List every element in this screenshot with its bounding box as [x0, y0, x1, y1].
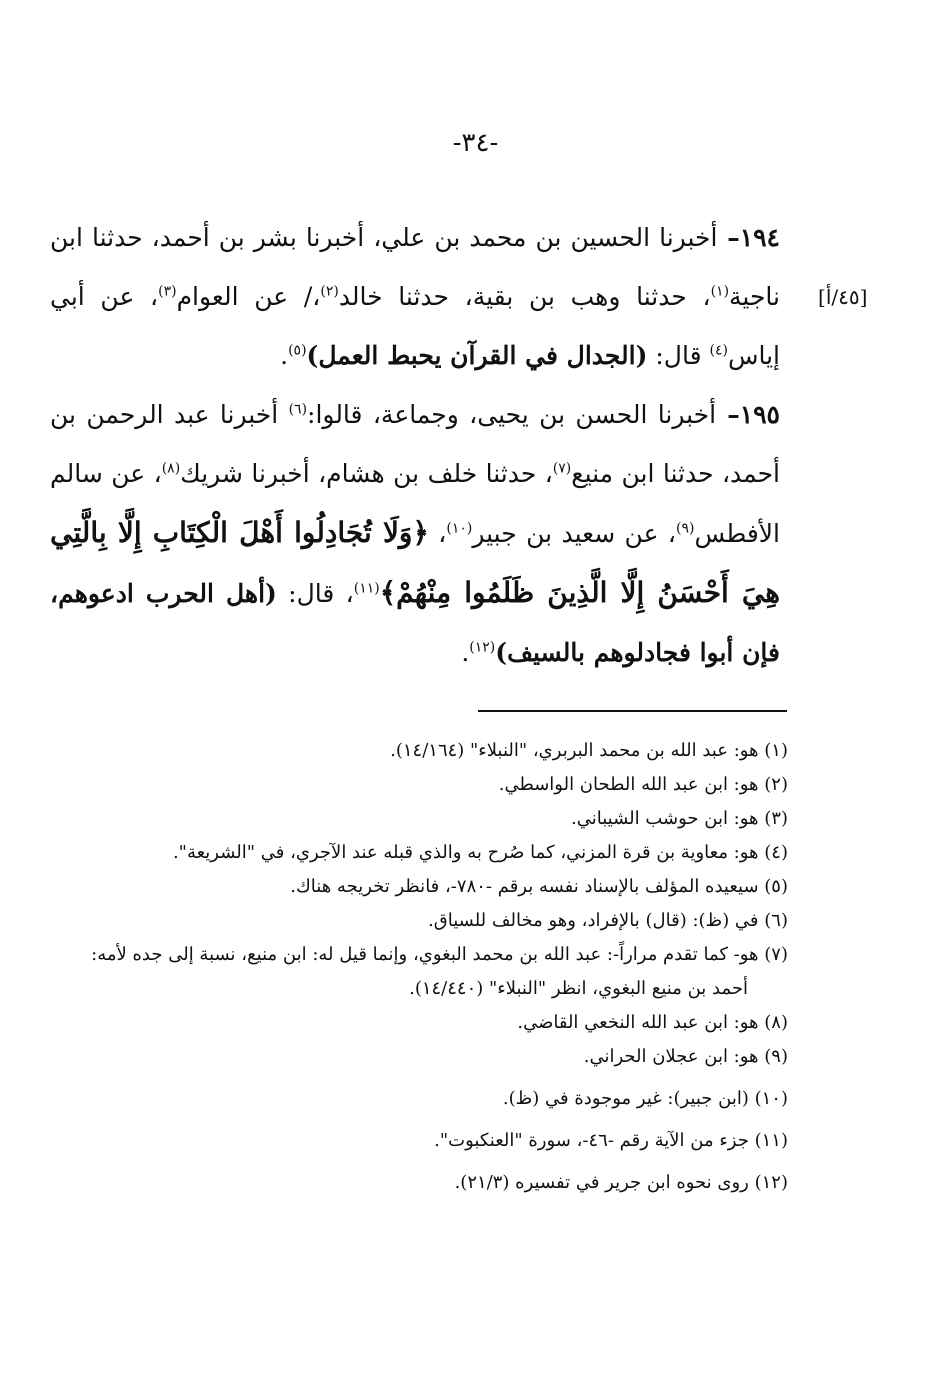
footnote: (١٢) روى نحوه ابن جرير في تفسيره (٢١/٣).	[454, 1172, 788, 1193]
isnad-text: ، عن أبي إياس	[50, 282, 780, 370]
hadith-dash: –	[716, 400, 740, 429]
footnote: (٣) هو: ابن حوشب الشيباني.	[571, 808, 788, 829]
footnote-ref: (٨)	[161, 460, 181, 477]
footnote-ref: (١٢)	[469, 639, 496, 656]
footnote-separator	[478, 710, 787, 712]
isnad-text: قال:	[647, 341, 710, 370]
isnad-text: ، قال:	[276, 579, 354, 608]
footnote: (٥) سيعيده المؤلف بالإسناد نفسه برقم -٧٨٠-، فانظر تخريجه هناك.	[290, 876, 788, 897]
isnad-text: ، عن سعيد بن جبير	[472, 519, 676, 548]
hadith-dash: –	[717, 223, 740, 252]
isnad-text: ،	[428, 519, 447, 548]
isnad-text: ، عن سالم الأفطس	[50, 459, 780, 548]
hadith-number: ١٩٤	[739, 223, 780, 252]
sentence-end: .	[461, 638, 470, 667]
footnote-ref: (٣)	[158, 283, 177, 300]
footnote-ref: (٥)	[288, 342, 307, 359]
footnote: (٨) هو: ابن عبد الله النخعي القاضي.	[517, 1012, 788, 1033]
hadith-195	[50, 385, 780, 682]
isnad-text: أخبرنا عبد الرحمن بن أحمد، حدثنا ابن منيع	[50, 400, 780, 488]
footnote: (١) هو: عبد الله بن محمد البربري، "النبلاء" (١٤/١٦٤).	[390, 740, 788, 761]
main-text	[50, 208, 780, 682]
footnote-ref: (١٠)	[446, 520, 473, 537]
sentence-end: .	[280, 341, 289, 370]
footnote-ref: (١١)	[353, 580, 380, 597]
footnote-ref: (٢)	[320, 283, 339, 300]
hadith-194	[50, 208, 780, 385]
isnad-text: ، حدثنا وهب بن بقية، حدثنا خالد	[338, 282, 711, 311]
isnad-text: ، حدثنا خلف بن هشام، أخبرنا شريك	[180, 459, 553, 488]
footnotes	[50, 734, 788, 1200]
page-number: -٣٤-	[452, 128, 499, 158]
footnote: (١٠) (ابن جبير): غير موجودة في (ظ).	[502, 1088, 788, 1109]
footnote-continuation: أحمد بن منيع البغوي، انظر "النبلاء" (١٤/٤٤٠).	[409, 978, 748, 999]
footnote: (٩) هو: ابن عجلان الحراني.	[583, 1046, 788, 1067]
footnote: (٤) هو: معاوية بن قرة المزني، كما صُرح به والذي قبله عند الآجري، في "الشريعة".	[172, 842, 788, 863]
footnote-ref: (٤)	[709, 342, 728, 359]
hadith-number: ١٩٥	[739, 400, 780, 429]
isnad-text: أخبرنا الحسين بن محمد بن علي، أخبرنا بشر بن أحمد، حدثنا ابن ناجية	[50, 223, 781, 311]
narration-quote: (الجدال في القرآن يحبط العمل)	[306, 341, 648, 370]
narration-quote: (أهل الحرب ادعوهم، فإن أبوا فجادلوهم بالسيف)	[50, 579, 780, 667]
footnote: (٢) هو: ابن عبد الله الطحان الواسطي.	[498, 774, 788, 795]
footnote: (٧) هو- كما تقدم مراراً-: عبد الله بن محمد البغوي، وإنما قيل له: ابن منيع، نسبة إلى جده لأمه:	[91, 944, 788, 965]
footnote-ref: (٧)	[552, 460, 572, 477]
footnote-ref: (٩)	[675, 520, 695, 537]
manuscript-folio-note: [٤٥/أ]	[818, 285, 868, 309]
footnote: (١١) جزء من الآية رقم -٤٦-، سورة "العنكبوت".	[434, 1130, 788, 1151]
isnad-text: أخبرنا الحسن بن يحيى، وجماعة، قالوا:	[307, 400, 717, 429]
quran-verse: ﴿وَلَا تُجَادِلُوا أَهْلَ الْكِتَابِ إِلَّا بِالَّتِي هِيَ أَحْسَنُ إِلَّا الَّذِينَ ظَلَمُوا مِنْهُمْ﴾	[50, 516, 780, 609]
isnad-text: ،/ عن العوام	[176, 282, 321, 311]
footnote-ref: (٦)	[288, 401, 308, 418]
footnote-ref: (١)	[710, 283, 730, 300]
footnote: (٦) في (ظ): (قال) بالإفراد، وهو مخالف للسياق.	[428, 910, 788, 931]
